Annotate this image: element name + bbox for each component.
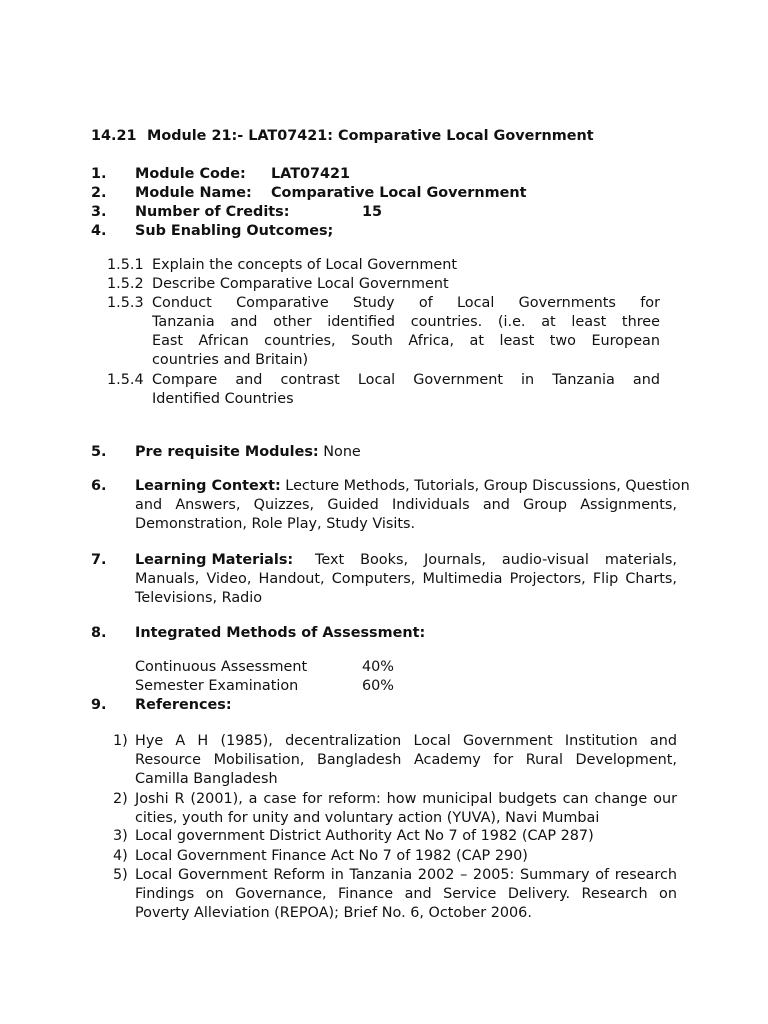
reference-line: Local Government Reform in Tanzania 2002 – 2005: Summary of research	[135, 867, 677, 883]
reference-number: 5)	[113, 867, 128, 883]
prerequisite-value: None	[318, 444, 361, 460]
learning-context-label: Learning Context:	[135, 478, 281, 494]
module-code-value: LAT07421	[271, 166, 351, 182]
item-number: 6.	[91, 478, 107, 494]
credits-label: Number of Credits:	[135, 204, 290, 220]
reference-number: 3)	[113, 828, 128, 844]
outcome-line: Compare and contrast Local Government in Tanzania and	[152, 372, 660, 388]
outcome-text: Describe Comparative Local Government	[152, 276, 449, 292]
outcome-number: 1.5.3	[107, 295, 144, 311]
item-number: 4.	[91, 223, 107, 239]
item-number: 9.	[91, 697, 107, 713]
outcome-number: 1.5.2	[107, 276, 144, 292]
reference-line: Resource Mobilisation, Bangladesh Academy for Rural Development,	[135, 752, 677, 768]
assessment-label: Integrated Methods of Assessment:	[135, 625, 426, 641]
item-number: 1.	[91, 166, 107, 182]
references-label: References:	[135, 697, 232, 713]
item-number: 5.	[91, 444, 107, 460]
outcome-line: Conduct Comparative Study of Local Governments for	[152, 295, 660, 311]
section-number: 14.21	[91, 128, 137, 144]
paragraph-line: Manuals, Video, Handout, Computers, Multimedia Projectors, Flip Charts,	[135, 571, 677, 587]
paragraph-line: Text Books, Journals, audio-visual materials,	[315, 552, 677, 568]
paragraph-line: and Answers, Quizzes, Guided Individuals and Group Assignments,	[135, 497, 677, 513]
outcome-line: Identified Countries	[152, 391, 294, 407]
assessment-weight: 40%	[362, 659, 394, 675]
module-name-value: Comparative Local Government	[271, 185, 527, 201]
learning-materials	[135, 551, 677, 608]
credits-value: 15	[362, 204, 383, 220]
outcome-line: Tanzania and other identified countries. (i.e. at least three	[152, 314, 660, 330]
learning-context	[135, 477, 690, 534]
paragraph-line	[135, 477, 690, 496]
outcome-text	[152, 294, 660, 370]
prerequisite-line	[135, 443, 361, 462]
assessment-name: Semester Examination	[135, 678, 299, 694]
item-number: 2.	[91, 185, 107, 201]
reference-line: Camilla Bangladesh	[135, 771, 278, 787]
reference-text: Local government District Authority Act No 7 of 1982 (CAP 287)	[135, 828, 594, 844]
item-number: 7.	[91, 552, 107, 568]
item-number: 3.	[91, 204, 107, 220]
outcome-number: 1.5.1	[107, 257, 144, 273]
reference-text	[135, 790, 677, 828]
reference-text: Local Government Finance Act No 7 of 1982 (CAP 290)	[135, 848, 528, 864]
assessment-name: Continuous Assessment	[135, 659, 308, 675]
learning-context-text: Lecture Methods, Tutorials, Group Discussions, Question	[280, 478, 690, 494]
outcome-number: 1.5.4	[107, 372, 144, 388]
reference-line: Findings on Governance, Finance and Service Delivery. Research on	[135, 886, 677, 902]
reference-text	[135, 732, 677, 789]
paragraph-line: Televisions, Radio	[135, 590, 263, 606]
reference-line: cities, youth for unity and voluntary action (YUVA), Navi Mumbai	[135, 810, 600, 826]
outcome-text: Explain the concepts of Local Government	[152, 257, 457, 273]
module-title: Module 21:- LAT07421: Comparative Local Government	[147, 128, 594, 144]
outcomes-label: Sub Enabling Outcomes;	[135, 223, 334, 239]
reference-number: 4)	[113, 848, 128, 864]
reference-line: Joshi R (2001), a case for reform: how municipal budgets can change our	[135, 791, 677, 807]
reference-line: Hye A H (1985), decentralization Local Government Institution and	[135, 733, 677, 749]
outcome-line: countries and Britain)	[152, 352, 309, 368]
learning-materials-label: Learning Materials:	[135, 552, 294, 568]
reference-line: Poverty Alleviation (REPOA); Brief No. 6, October 2006.	[135, 905, 532, 921]
item-number: 8.	[91, 625, 107, 641]
reference-number: 2)	[113, 791, 128, 807]
outcome-line: East African countries, South Africa, at least two European	[152, 333, 660, 349]
reference-text	[135, 866, 677, 923]
module-code-label: Module Code:	[135, 166, 246, 182]
reference-number: 1)	[113, 733, 128, 749]
paragraph-line: Demonstration, Role Play, Study Visits.	[135, 516, 416, 532]
outcome-text	[152, 371, 660, 409]
assessment-weight: 60%	[362, 678, 394, 694]
module-name-label: Module Name:	[135, 185, 252, 201]
prerequisite-label: Pre requisite Modules:	[135, 444, 319, 460]
